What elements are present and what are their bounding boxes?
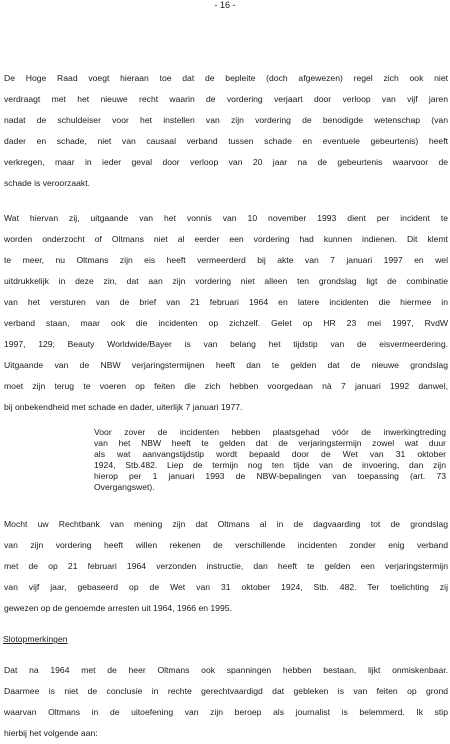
text-line: van het NBW heeft te gelden dat de verjaringstermijn zowel wat duur	[94, 438, 446, 448]
paragraph-4	[4, 660, 448, 744]
text-line: worden onderzocht of Oltmans niet al eerder een vordering had kunnen indienen. Dit klemt	[4, 234, 448, 244]
text-line: hierop per 1 januari 1993 de NBW-bepalingen van toepassing (art. 73	[94, 471, 446, 481]
text-line: verkregen, maar in ieder geval door verloop van 20 jaar na de gebeurtenis waarvoor de	[4, 157, 448, 167]
text-line: verdraagt met het nieuwe recht waarin de vordering verjaart door verloop van vijf jaren	[4, 94, 448, 104]
text-line: 1924, Stb.482. Liep de termijn nog ten tijde van de invoering, dan zijn	[94, 460, 446, 470]
text-line: te meer, nu Oltmans zijn eis heeft vermeerderd bij akte van 7 januari 1997 en wel	[4, 255, 448, 265]
text-line: Dat na 1964 met de heer Oltmans ook spanningen hebben bestaan, lijkt onmiskenbaar.	[4, 665, 448, 675]
paragraph-2	[4, 208, 448, 418]
text-line: waarvan Oltmans in de uitoefening van zijn beroep als journalist is belemmerd. Ik stip	[4, 707, 448, 717]
text-line: verband staan, maar ook die incidenten op zichzelf. Gelet op HR 23 mei 1997, RvdW	[4, 318, 448, 328]
paragraph-3	[4, 514, 448, 619]
page-number: - 16 -	[214, 0, 236, 10]
text-line: uitdrukkelijk in deze zin, dat aan zijn vordering niet alleen ten grondslag ligt de combinatie	[4, 276, 448, 286]
text-line: Voor zover de incidenten hebben plaatsgehad vóór de inwerkingtreding	[94, 427, 446, 437]
paragraph-1	[4, 68, 448, 194]
text-line: van vijf jaar, gebaseerd op de Wet van 31 oktober 1924, Stb. 482. Ter toelichting zij	[4, 582, 448, 592]
text-line: als wat aanvangstijdstip wordt bepaald door de Wet van 31 oktober	[94, 449, 446, 459]
text-line: bij onbekendheid met schade en dader, uiterlijk 7 januari 1977.	[4, 402, 243, 412]
text-line: van zijn vordering heeft willen rekenen de verschillende incidenten zonder enig verband	[4, 540, 448, 550]
text-line: Mocht uw Rechtbank van mening zijn dat Oltmans al in de dagvaarding tot de grondslag	[4, 519, 448, 529]
section-heading: Slotopmerkingen	[3, 634, 68, 644]
text-line: nadat de schuldeiser voor het instellen van zijn vordering de benodigde wetenschap (van	[4, 115, 448, 125]
text-line: De Hoge Raad voegt hieraan toe dat de bepleite (doch afgewezen) regel zich ook niet	[4, 73, 448, 83]
text-line: moet zijn terug te voeren op feiten die zich hebben voorgedaan nà 7 januari 1992 danwel,	[4, 381, 448, 391]
text-line: Wat hiervan zij, uitgaande van het vonnis van 10 november 1993 dient per incident te	[4, 213, 448, 223]
text-line: Uitgaande van de NBW verjaringstermijnen heeft dan te gelden dat de nieuwe grondslag	[4, 360, 448, 370]
indented-quote	[94, 427, 446, 493]
text-line: van het versturen van de brief van 21 februari 1964 en latere incidenten die hiermee in	[4, 297, 448, 307]
text-line: dader en schade, niet van causaal verband tussen schade en eventuele gebeurtenis) heeft	[4, 136, 448, 146]
text-line: hierbij het volgende aan:	[4, 728, 98, 738]
text-line: schade is veroorzaakt.	[4, 178, 90, 188]
text-line: Overgangswet).	[94, 482, 155, 492]
text-line: Daarmee is niet de conclusie in rechte gerechtvaardigd dat gebleken is van feiten op grond	[4, 686, 448, 696]
text-line: 1997, 129; Beauty Worldwide/Bayer is van belang het tijdstip van de eisvermeerdering.	[4, 339, 448, 349]
text-line: met de op 21 februari 1964 verzonden instructie, dan heeft te gelden een verjaringstermijn	[4, 561, 448, 571]
text-line: gewezen op de genoemde arresten uit 1964, 1966 en 1995.	[4, 603, 232, 613]
